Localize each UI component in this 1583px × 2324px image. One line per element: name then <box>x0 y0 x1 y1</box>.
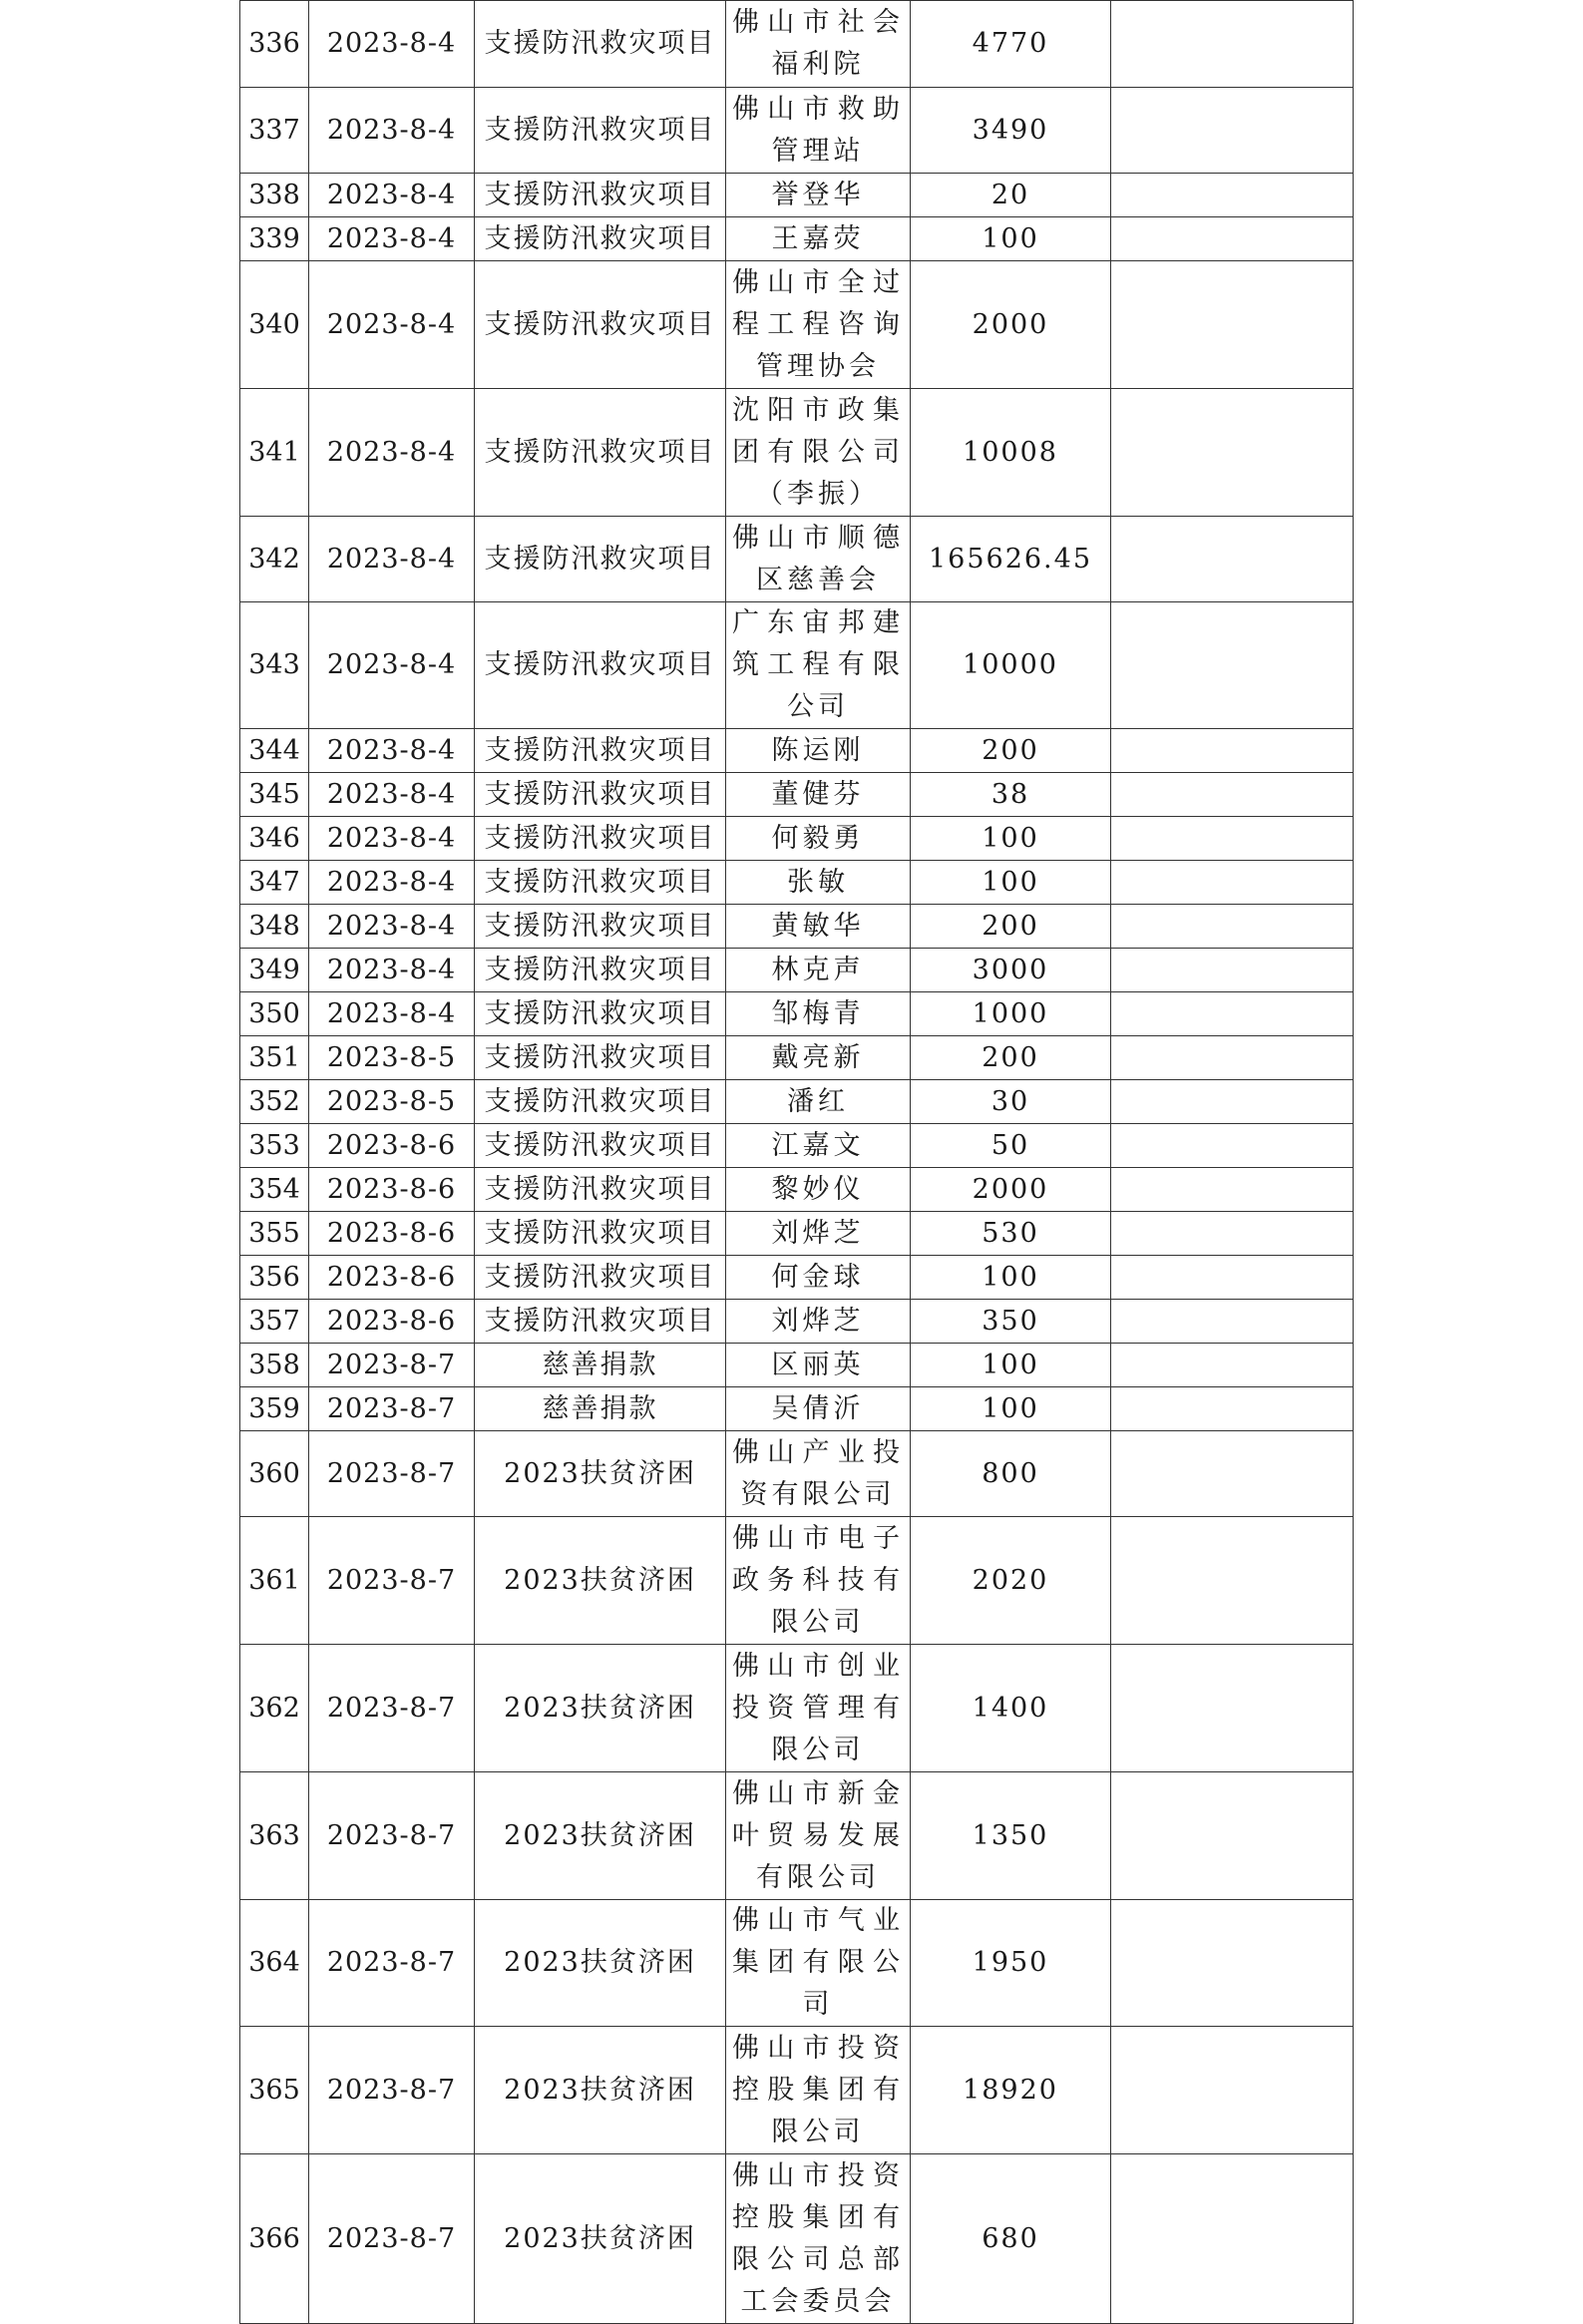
table-row <box>240 1387 1354 1431</box>
note-cell <box>1111 88 1354 174</box>
donor-cell: 佛山市投资控股集团有限公司 <box>726 2027 911 2154</box>
date-cell: 2023-8-7 <box>309 1387 475 1431</box>
amount-cell: 100 <box>911 217 1111 261</box>
table-row <box>240 1517 1354 1645</box>
amount-cell: 100 <box>911 1387 1111 1431</box>
table-row <box>240 2027 1354 2154</box>
note-cell <box>1111 1517 1354 1645</box>
donor-cell: 佛山市电子政务科技有限公司 <box>726 1517 911 1645</box>
serial-number-cell: 363 <box>240 1772 309 1900</box>
date-cell: 2023-8-6 <box>309 1168 475 1212</box>
table-row <box>240 1300 1354 1344</box>
date-cell: 2023-8-4 <box>309 992 475 1036</box>
amount-cell: 1350 <box>911 1772 1111 1900</box>
table-row <box>240 817 1354 861</box>
date-cell: 2023-8-6 <box>309 1124 475 1168</box>
donor-cell: 佛山市全过程工程咨询管理协会 <box>726 261 911 389</box>
amount-cell: 165626.45 <box>911 517 1111 602</box>
project-cell: 2023扶贫济困 <box>475 1645 726 1772</box>
table-row <box>240 1645 1354 1772</box>
table-row <box>240 1036 1354 1080</box>
donation-table <box>239 0 1354 2324</box>
table-row <box>240 773 1354 817</box>
note-cell <box>1111 1080 1354 1124</box>
serial-number-cell: 351 <box>240 1036 309 1080</box>
note-cell <box>1111 905 1354 949</box>
date-cell: 2023-8-5 <box>309 1036 475 1080</box>
date-cell: 2023-8-4 <box>309 1 475 88</box>
project-cell: 支援防汛救灾项目 <box>475 88 726 174</box>
serial-number-cell: 348 <box>240 905 309 949</box>
note-cell <box>1111 1 1354 88</box>
note-cell <box>1111 1256 1354 1300</box>
note-cell <box>1111 517 1354 602</box>
project-cell: 支援防汛救灾项目 <box>475 861 726 905</box>
table-row <box>240 389 1354 517</box>
table-row <box>240 1900 1354 2027</box>
project-cell: 支援防汛救灾项目 <box>475 992 726 1036</box>
project-cell: 支援防汛救灾项目 <box>475 261 726 389</box>
donor-cell: 广东宙邦建筑工程有限公司 <box>726 602 911 729</box>
date-cell: 2023-8-4 <box>309 389 475 517</box>
project-cell: 支援防汛救灾项目 <box>475 517 726 602</box>
serial-number-cell: 358 <box>240 1344 309 1387</box>
date-cell: 2023-8-4 <box>309 905 475 949</box>
amount-cell: 50 <box>911 1124 1111 1168</box>
serial-number-cell: 340 <box>240 261 309 389</box>
amount-cell: 20 <box>911 174 1111 217</box>
donor-cell: 誉登华 <box>726 174 911 217</box>
table-row <box>240 1 1354 88</box>
note-cell <box>1111 1300 1354 1344</box>
project-cell: 支援防汛救灾项目 <box>475 729 726 773</box>
amount-cell: 4770 <box>911 1 1111 88</box>
note-cell <box>1111 217 1354 261</box>
donor-cell: 何金球 <box>726 1256 911 1300</box>
note-cell <box>1111 602 1354 729</box>
donor-cell: 何毅勇 <box>726 817 911 861</box>
amount-cell: 350 <box>911 1300 1111 1344</box>
project-cell: 支援防汛救灾项目 <box>475 1300 726 1344</box>
date-cell: 2023-8-6 <box>309 1300 475 1344</box>
date-cell: 2023-8-4 <box>309 602 475 729</box>
table-row <box>240 1168 1354 1212</box>
note-cell <box>1111 1212 1354 1256</box>
donor-cell: 刘烨芝 <box>726 1212 911 1256</box>
project-cell: 支援防汛救灾项目 <box>475 905 726 949</box>
table-row <box>240 88 1354 174</box>
serial-number-cell: 342 <box>240 517 309 602</box>
note-cell <box>1111 1900 1354 2027</box>
date-cell: 2023-8-6 <box>309 1256 475 1300</box>
project-cell: 支援防汛救灾项目 <box>475 949 726 992</box>
amount-cell: 2020 <box>911 1517 1111 1645</box>
donor-cell: 潘红 <box>726 1080 911 1124</box>
amount-cell: 10008 <box>911 389 1111 517</box>
project-cell: 2023扶贫济困 <box>475 2154 726 2324</box>
date-cell: 2023-8-4 <box>309 773 475 817</box>
amount-cell: 30 <box>911 1080 1111 1124</box>
project-cell: 支援防汛救灾项目 <box>475 1036 726 1080</box>
note-cell <box>1111 949 1354 992</box>
serial-number-cell: 357 <box>240 1300 309 1344</box>
amount-cell: 1000 <box>911 992 1111 1036</box>
date-cell: 2023-8-4 <box>309 261 475 389</box>
project-cell: 2023扶贫济困 <box>475 1431 726 1517</box>
note-cell <box>1111 817 1354 861</box>
serial-number-cell: 359 <box>240 1387 309 1431</box>
amount-cell: 200 <box>911 905 1111 949</box>
amount-cell: 1950 <box>911 1900 1111 2027</box>
amount-cell: 3490 <box>911 88 1111 174</box>
table-row <box>240 905 1354 949</box>
serial-number-cell: 347 <box>240 861 309 905</box>
date-cell: 2023-8-7 <box>309 1517 475 1645</box>
date-cell: 2023-8-6 <box>309 1212 475 1256</box>
serial-number-cell: 360 <box>240 1431 309 1517</box>
amount-cell: 530 <box>911 1212 1111 1256</box>
date-cell: 2023-8-7 <box>309 1645 475 1772</box>
project-cell: 支援防汛救灾项目 <box>475 602 726 729</box>
donor-cell: 王嘉荧 <box>726 217 911 261</box>
table-row <box>240 1772 1354 1900</box>
project-cell: 支援防汛救灾项目 <box>475 817 726 861</box>
amount-cell: 38 <box>911 773 1111 817</box>
date-cell: 2023-8-7 <box>309 2154 475 2324</box>
date-cell: 2023-8-4 <box>309 861 475 905</box>
donor-cell: 陈运刚 <box>726 729 911 773</box>
date-cell: 2023-8-7 <box>309 1900 475 2027</box>
serial-number-cell: 336 <box>240 1 309 88</box>
note-cell <box>1111 992 1354 1036</box>
table-row <box>240 174 1354 217</box>
donor-cell: 区丽英 <box>726 1344 911 1387</box>
table-row <box>240 1080 1354 1124</box>
serial-number-cell: 362 <box>240 1645 309 1772</box>
amount-cell: 200 <box>911 1036 1111 1080</box>
donor-cell: 佛山市顺德区慈善会 <box>726 517 911 602</box>
amount-cell: 100 <box>911 1344 1111 1387</box>
donor-cell: 佛山市气业集团有限公司 <box>726 1900 911 2027</box>
amount-cell: 200 <box>911 729 1111 773</box>
note-cell <box>1111 729 1354 773</box>
note-cell <box>1111 773 1354 817</box>
table-row <box>240 1256 1354 1300</box>
serial-number-cell: 352 <box>240 1080 309 1124</box>
project-cell: 2023扶贫济困 <box>475 2027 726 2154</box>
amount-cell: 10000 <box>911 602 1111 729</box>
serial-number-cell: 343 <box>240 602 309 729</box>
serial-number-cell: 361 <box>240 1517 309 1645</box>
project-cell: 2023扶贫济困 <box>475 1517 726 1645</box>
table-row <box>240 217 1354 261</box>
serial-number-cell: 354 <box>240 1168 309 1212</box>
serial-number-cell: 345 <box>240 773 309 817</box>
amount-cell: 100 <box>911 817 1111 861</box>
donor-cell: 吴倩沂 <box>726 1387 911 1431</box>
table-row <box>240 1344 1354 1387</box>
amount-cell: 18920 <box>911 2027 1111 2154</box>
project-cell: 支援防汛救灾项目 <box>475 1 726 88</box>
amount-cell: 1400 <box>911 1645 1111 1772</box>
date-cell: 2023-8-4 <box>309 217 475 261</box>
project-cell: 2023扶贫济困 <box>475 1772 726 1900</box>
table-row <box>240 949 1354 992</box>
date-cell: 2023-8-4 <box>309 817 475 861</box>
note-cell <box>1111 1036 1354 1080</box>
note-cell <box>1111 1344 1354 1387</box>
donor-cell: 江嘉文 <box>726 1124 911 1168</box>
date-cell: 2023-8-5 <box>309 1080 475 1124</box>
date-cell: 2023-8-4 <box>309 88 475 174</box>
donor-cell: 黄敏华 <box>726 905 911 949</box>
date-cell: 2023-8-4 <box>309 949 475 992</box>
donor-cell: 佛山市投资控股集团有限公司总部工会委员会 <box>726 2154 911 2324</box>
serial-number-cell: 364 <box>240 1900 309 2027</box>
serial-number-cell: 355 <box>240 1212 309 1256</box>
project-cell: 支援防汛救灾项目 <box>475 1168 726 1212</box>
serial-number-cell: 365 <box>240 2027 309 2154</box>
amount-cell: 800 <box>911 1431 1111 1517</box>
project-cell: 支援防汛救灾项目 <box>475 1080 726 1124</box>
donor-cell: 张敏 <box>726 861 911 905</box>
donor-cell: 刘烨芝 <box>726 1300 911 1344</box>
project-cell: 支援防汛救灾项目 <box>475 1124 726 1168</box>
project-cell: 支援防汛救灾项目 <box>475 1212 726 1256</box>
donor-cell: 邹梅青 <box>726 992 911 1036</box>
table-row <box>240 992 1354 1036</box>
amount-cell: 100 <box>911 1256 1111 1300</box>
note-cell <box>1111 2027 1354 2154</box>
date-cell: 2023-8-7 <box>309 1431 475 1517</box>
project-cell: 慈善捐款 <box>475 1344 726 1387</box>
donor-cell: 佛山市新金叶贸易发展有限公司 <box>726 1772 911 1900</box>
table-row <box>240 1431 1354 1517</box>
project-cell: 支援防汛救灾项目 <box>475 1256 726 1300</box>
amount-cell: 680 <box>911 2154 1111 2324</box>
table-row <box>240 602 1354 729</box>
note-cell <box>1111 1168 1354 1212</box>
amount-cell: 2000 <box>911 1168 1111 1212</box>
donor-cell: 董健芬 <box>726 773 911 817</box>
amount-cell: 2000 <box>911 261 1111 389</box>
serial-number-cell: 341 <box>240 389 309 517</box>
date-cell: 2023-8-7 <box>309 1772 475 1900</box>
serial-number-cell: 346 <box>240 817 309 861</box>
serial-number-cell: 350 <box>240 992 309 1036</box>
serial-number-cell: 349 <box>240 949 309 992</box>
table-row <box>240 729 1354 773</box>
donor-cell: 佛山市创业投资管理有限公司 <box>726 1645 911 1772</box>
project-cell: 慈善捐款 <box>475 1387 726 1431</box>
serial-number-cell: 353 <box>240 1124 309 1168</box>
serial-number-cell: 344 <box>240 729 309 773</box>
serial-number-cell: 356 <box>240 1256 309 1300</box>
serial-number-cell: 339 <box>240 217 309 261</box>
project-cell: 支援防汛救灾项目 <box>475 389 726 517</box>
date-cell: 2023-8-4 <box>309 729 475 773</box>
project-cell: 支援防汛救灾项目 <box>475 174 726 217</box>
donor-cell: 林克声 <box>726 949 911 992</box>
date-cell: 2023-8-4 <box>309 517 475 602</box>
project-cell: 2023扶贫济困 <box>475 1900 726 2027</box>
table-row <box>240 1212 1354 1256</box>
amount-cell: 3000 <box>911 949 1111 992</box>
date-cell: 2023-8-4 <box>309 174 475 217</box>
table-row <box>240 1124 1354 1168</box>
amount-cell: 100 <box>911 861 1111 905</box>
donor-cell: 黎妙仪 <box>726 1168 911 1212</box>
donor-cell: 沈阳市政集团有限公司（李振） <box>726 389 911 517</box>
note-cell <box>1111 1772 1354 1900</box>
note-cell <box>1111 1431 1354 1517</box>
note-cell <box>1111 261 1354 389</box>
date-cell: 2023-8-7 <box>309 1344 475 1387</box>
note-cell <box>1111 1387 1354 1431</box>
serial-number-cell: 337 <box>240 88 309 174</box>
project-cell: 支援防汛救灾项目 <box>475 773 726 817</box>
table-row <box>240 261 1354 389</box>
donor-cell: 戴亮新 <box>726 1036 911 1080</box>
note-cell <box>1111 174 1354 217</box>
project-cell: 支援防汛救灾项目 <box>475 217 726 261</box>
note-cell <box>1111 389 1354 517</box>
note-cell <box>1111 1645 1354 1772</box>
donation-table-body <box>240 1 1354 2324</box>
date-cell: 2023-8-7 <box>309 2027 475 2154</box>
table-row <box>240 517 1354 602</box>
serial-number-cell: 366 <box>240 2154 309 2324</box>
note-cell <box>1111 1124 1354 1168</box>
note-cell <box>1111 861 1354 905</box>
donor-cell: 佛山市社会福利院 <box>726 1 911 88</box>
serial-number-cell: 338 <box>240 174 309 217</box>
table-row <box>240 861 1354 905</box>
donor-cell: 佛山产业投资有限公司 <box>726 1431 911 1517</box>
donor-cell: 佛山市救助管理站 <box>726 88 911 174</box>
